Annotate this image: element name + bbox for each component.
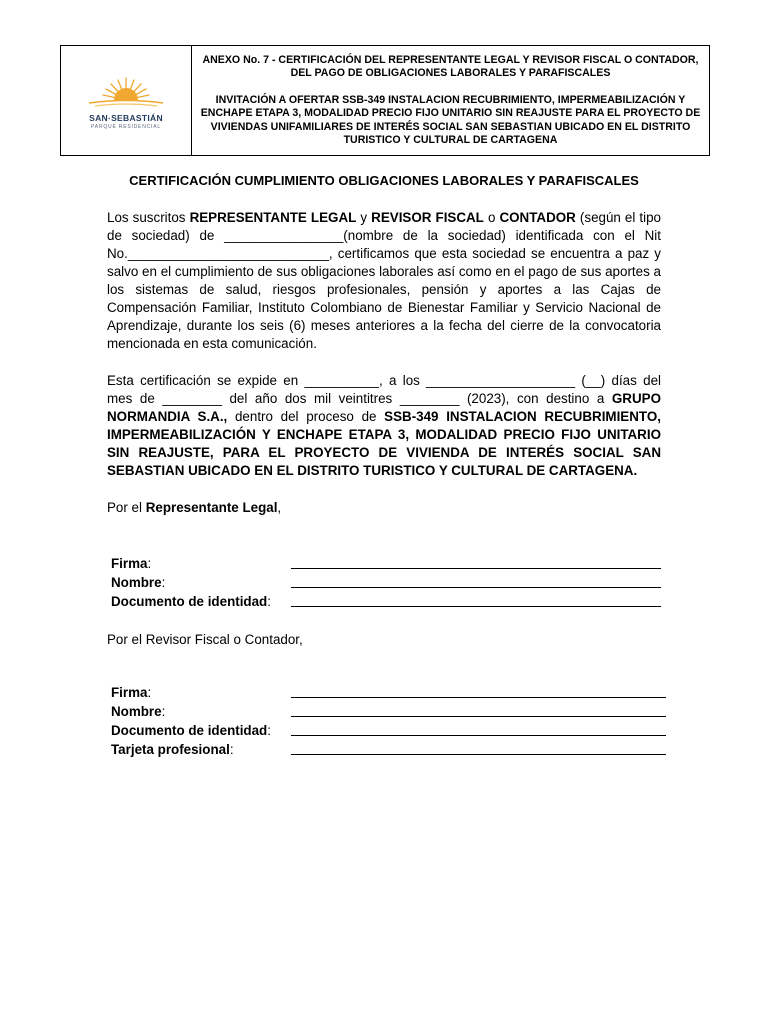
field-colon: : — [147, 685, 152, 700]
signature-field-row — [111, 683, 666, 702]
p2-text-1: Esta certificación se expide en __________, a los ____________________ (__) días del mes de ________ del año dos mil veintitres ________ (2023), con destino a — [107, 373, 661, 406]
p2-text-2: dentro del proceso de — [227, 409, 385, 424]
p1-text-2: y — [356, 210, 372, 225]
company-logo — [61, 46, 192, 155]
field-colon: : — [267, 594, 271, 609]
professional-card-field-row — [111, 740, 666, 759]
field-label: Firma — [111, 556, 148, 571]
signature-line[interactable] — [291, 697, 666, 698]
p1-fiscal-auditor: REVISOR FISCAL — [371, 210, 484, 225]
id-field-row — [111, 592, 666, 611]
name-field-row — [111, 573, 666, 592]
logo-name: SAN·SEBASTIÁN — [89, 112, 163, 123]
sun-logo-icon — [81, 72, 171, 112]
field-label: Documento de identidad — [111, 723, 268, 738]
annex-title: ANEXO No. 7 - CERTIFICACIÓN DEL REPRESENTANTE LEGAL Y REVISOR FISCAL O CONTADOR, DEL PAGO DE OBLIGACIONES LABORALES Y PARAFISCALES — [202, 53, 699, 79]
id-field-row — [111, 721, 666, 740]
field-colon: : — [229, 742, 234, 757]
certification-paragraph — [107, 209, 661, 353]
p1-text-4: (según el tipo de sociedad) de ________________(nombre de la sociedad) identificada con el Nit No.___________________________, certificamos que esta sociedad se encuentra a paz y salvo en el cumplimiento de sus obligaciones laborales así como en el pago de sus aportes a los sistemas de salud, riesgos profesionales, pensión y aportes a las Cajas de Compensación Familiar, Instituto Colombiano de Bienestar Familiar y Servicio Nacional de Aprendizaje, durante los seis (6) meses anteriores a la fecha del cierre de la convocatoria mencionada en esta comunicación. — [107, 210, 662, 351]
field-label: Nombre — [111, 575, 162, 590]
id-line[interactable] — [291, 606, 661, 607]
legal-rep-intro-bold: Representante Legal — [145, 500, 278, 515]
name-line[interactable] — [291, 587, 661, 588]
legal-rep-signature-block — [111, 554, 666, 611]
document-title: CERTIFICACIÓN CUMPLIMIENTO OBLIGACIONES LABORALES Y PARAFISCALES — [129, 173, 639, 188]
auditor-intro: Por el Revisor Fiscal o Contador, — [107, 632, 303, 647]
field-label: Documento de identidad — [111, 594, 268, 609]
auditor-signature-block — [111, 683, 666, 759]
document-header — [60, 45, 710, 156]
name-line[interactable] — [291, 716, 666, 717]
name-field-row — [111, 702, 666, 721]
field-colon: : — [161, 704, 166, 719]
signature-field-row — [111, 554, 666, 573]
field-label: Nombre — [111, 704, 162, 719]
legal-rep-intro-comma: , — [277, 500, 282, 515]
legal-rep-intro — [107, 499, 661, 517]
p2-company: GRUPO NORMANDIA S.A., — [107, 391, 661, 424]
issuance-paragraph — [107, 372, 661, 480]
field-colon: : — [147, 556, 152, 571]
field-colon: : — [267, 723, 271, 738]
legal-rep-intro-text: Por el — [107, 500, 146, 515]
professional-card-line[interactable] — [291, 754, 666, 755]
logo-subtitle: PARQUE RESIDENCIAL — [91, 123, 161, 130]
p1-text-3: o — [483, 210, 500, 225]
p1-legal-rep: REPRESENTANTE LEGAL — [189, 210, 357, 225]
p1-text-1: Los suscritos — [107, 210, 190, 225]
header-titles — [192, 46, 709, 155]
p2-process: SSB-349 INSTALACION RECUBRIMIENTO, IMPERMEABILIZACIÓN Y ENCHAPE ETAPA 3, MODALIDAD PRECIO FIJO UNITARIO SIN REAJUSTE, PARA EL PROYECTO DE VIVIENDA DE INTERÉS SOCIAL SAN SEBASTIAN UBICADO EN EL DISTRITO TURISTICO Y CULTURAL DE CARTAGENA. — [107, 409, 661, 478]
field-colon: : — [161, 575, 166, 590]
field-label: Tarjeta profesional — [111, 742, 230, 757]
id-line[interactable] — [291, 735, 666, 736]
signature-line[interactable] — [291, 568, 661, 569]
invitation-title: INVITACIÓN A OFERTAR SSB-349 INSTALACION RECUBRIMIENTO, IMPERMEABILIZACIÓN Y ENCHAPE ETAPA 3, MODALIDAD PRECIO FIJO UNITARIO SIN REAJUSTE PARA EL PROYECTO DE VIVIENDAS UNIFAMILIARES DE INTERÉS SOCIAL SAN SEBASTIAN UBICADO EN EL DISTRITO TURISTICO Y CULTURAL DE CARTAGENA — [200, 93, 701, 146]
p1-accountant: CONTADOR — [499, 210, 576, 225]
field-label: Firma — [111, 685, 148, 700]
